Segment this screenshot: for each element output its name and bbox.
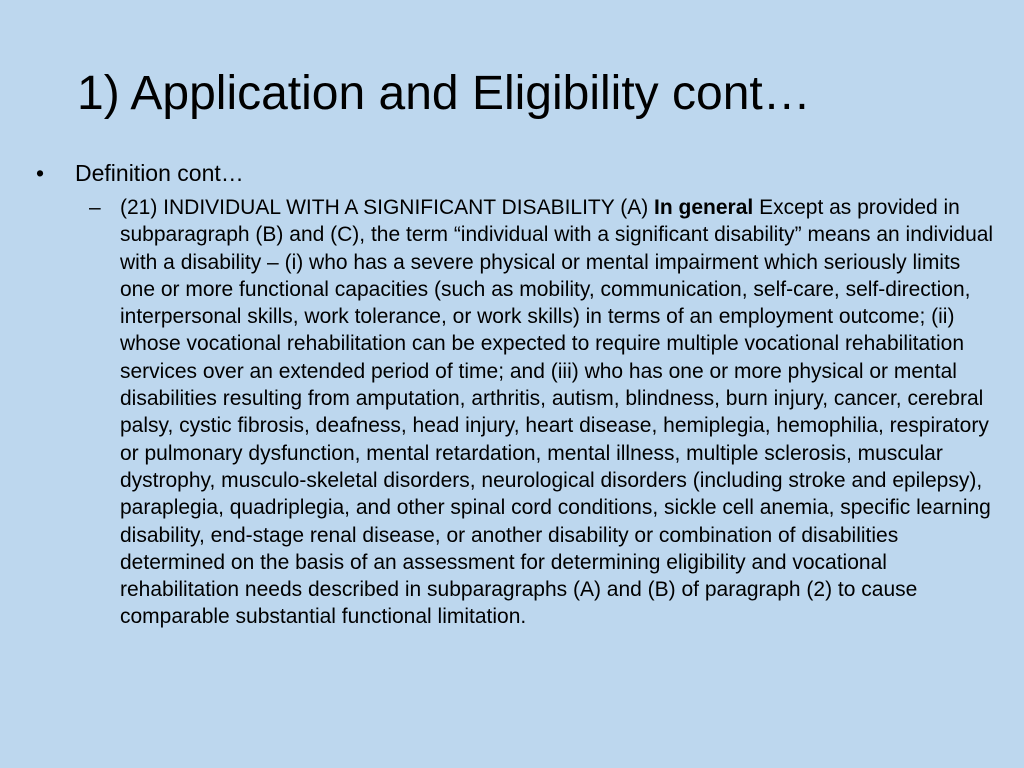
- sub-bullet-point: [0, 194, 1000, 631]
- bullet-icon: •: [36, 160, 45, 186]
- definition-bold-heading: In general: [654, 196, 754, 219]
- definition-body: Except as provided in subparagraph (B) and (C), the term “individual with a significant disability” means an individual with a disability – (i) who has a severe physical or mental impairment which seriously limits one or more functional capacities (such as mobility, communication, self-care, self-direction, interpersonal skills, work tolerance, or work skills) in terms of an employment outcome; (ii) whose vocational rehabilitation can be expected to require multiple vocational rehabilitation services over an extended period of time; and (iii) who has one or more physical or mental disabilities resulting from amputation, arthritis, autism, blindness, burn injury, cancer, cerebral palsy, cystic fibrosis, deafness, head injury, heart disease, hemiplegia, hemophilia, respiratory or pulmonary dysfunction, mental retardation, mental illness, multiple sclerosis, muscular dystrophy, musculo-skeletal disorders, neurological disorders (including stroke and epilepsy), paraplegia, quadriplegia, and other spinal cord conditions, sickle cell anemia, specific learning disability, end-stage renal disease, or another disability or combination of disabilities determined on the basis of an assessment for determining eligibility and vocational rehabilitation needs described in subparagraphs (A) and (B) of paragraph (2) to cause comparable substantial functional limitation.: [120, 196, 994, 629]
- slide-content: [0, 158, 1024, 631]
- dash-icon: –: [89, 196, 101, 219]
- bullet-point: [0, 158, 1024, 188]
- definition-intro: (21) INDIVIDUAL WITH A SIGNIFICANT DISABILITY (A): [120, 196, 655, 219]
- bullet-point-text: Definition cont…: [75, 160, 244, 186]
- slide-title: 1) Application and Eligibility cont…: [77, 67, 811, 120]
